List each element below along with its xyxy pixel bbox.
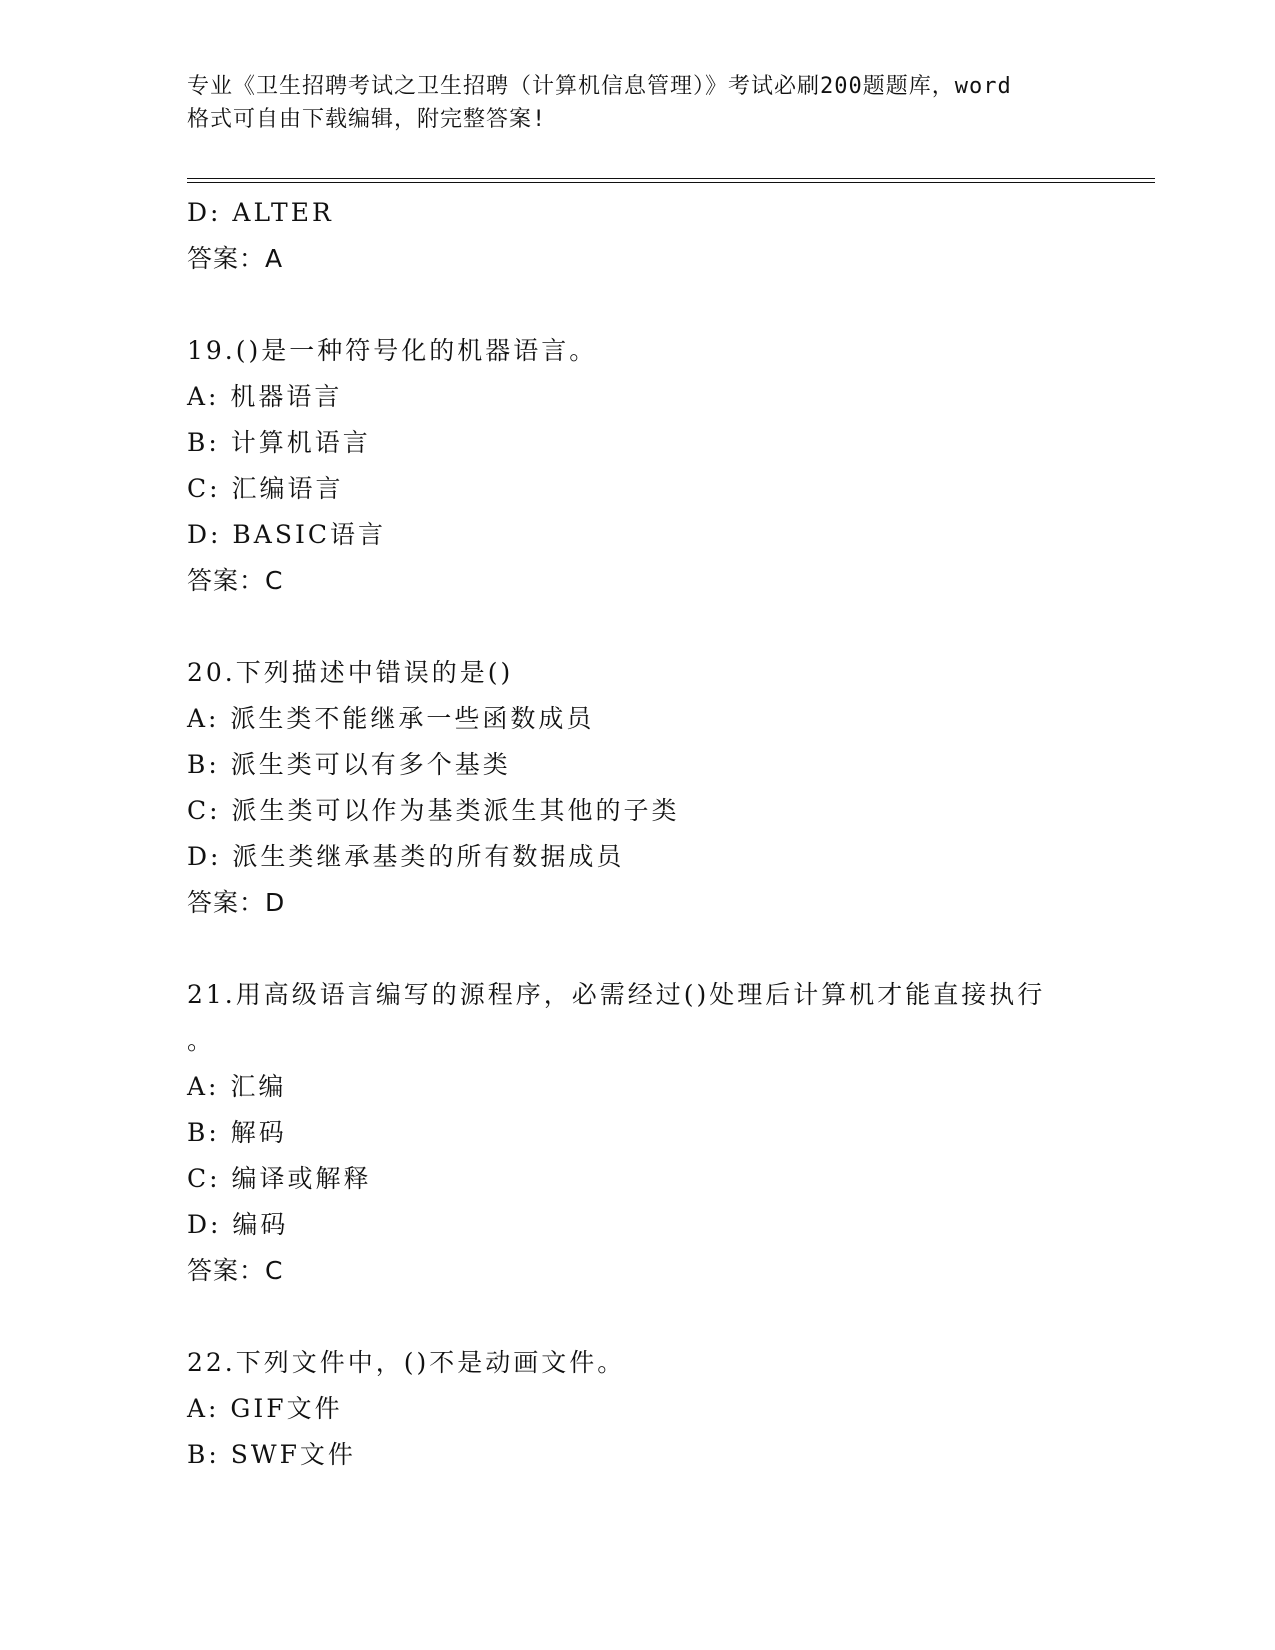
- option-d: D: 派生类继承基类的所有数据成员: [187, 842, 625, 871]
- question-19: [187, 328, 1147, 604]
- header-double-rule: [187, 178, 1155, 183]
- option-a: A: GIF文件: [187, 1394, 343, 1423]
- question-stem: 19.()是一种符号化的机器语言。: [187, 336, 598, 365]
- header-line-1: 专业《卫生招聘考试之卫生招聘（计算机信息管理）》考试必刷200题题库，word: [187, 74, 1012, 99]
- answer-line: 答案：C: [187, 1256, 284, 1285]
- answer-line: 答案：C: [187, 566, 284, 595]
- option-a: A: 汇编: [187, 1072, 287, 1101]
- answer-line: 答案：A: [187, 244, 284, 273]
- question-stem: 20.下列描述中错误的是(): [187, 658, 514, 687]
- question-stem-line-1: 21.用高级语言编写的源程序，必需经过()处理后计算机才能直接执行: [187, 980, 1046, 1009]
- header-line-2: 格式可自由下载编辑，附完整答案!: [187, 107, 547, 132]
- option-b: B: 计算机语言: [187, 428, 371, 457]
- option-c: C: 汇编语言: [187, 474, 344, 503]
- option-d: D: BASIC语言: [187, 520, 386, 549]
- option-a: A: 机器语言: [187, 382, 343, 411]
- option-b: B: 解码: [187, 1118, 287, 1147]
- question-22: [187, 1340, 1147, 1478]
- option-a: A: 派生类不能继承一些函数成员: [187, 704, 595, 733]
- option-c: C: 派生类可以作为基类派生其他的子类: [187, 796, 680, 825]
- page-header: [187, 70, 1087, 136]
- answer-line: 答案：D: [187, 888, 286, 917]
- previous-question-tail: [187, 190, 1147, 282]
- question-stem: 22.下列文件中，()不是动画文件。: [187, 1348, 626, 1377]
- option-d: D: 编码: [187, 1210, 289, 1239]
- question-stem-line-2: 。: [187, 1026, 216, 1055]
- option-c: C: 编译或解释: [187, 1164, 372, 1193]
- option-b: B: 派生类可以有多个基类: [187, 750, 511, 779]
- question-20: [187, 650, 1147, 926]
- option-b: B: SWF文件: [187, 1440, 356, 1469]
- question-21: [187, 972, 1147, 1294]
- document-body: [187, 190, 1147, 1478]
- option-d: D: ALTER: [187, 198, 334, 227]
